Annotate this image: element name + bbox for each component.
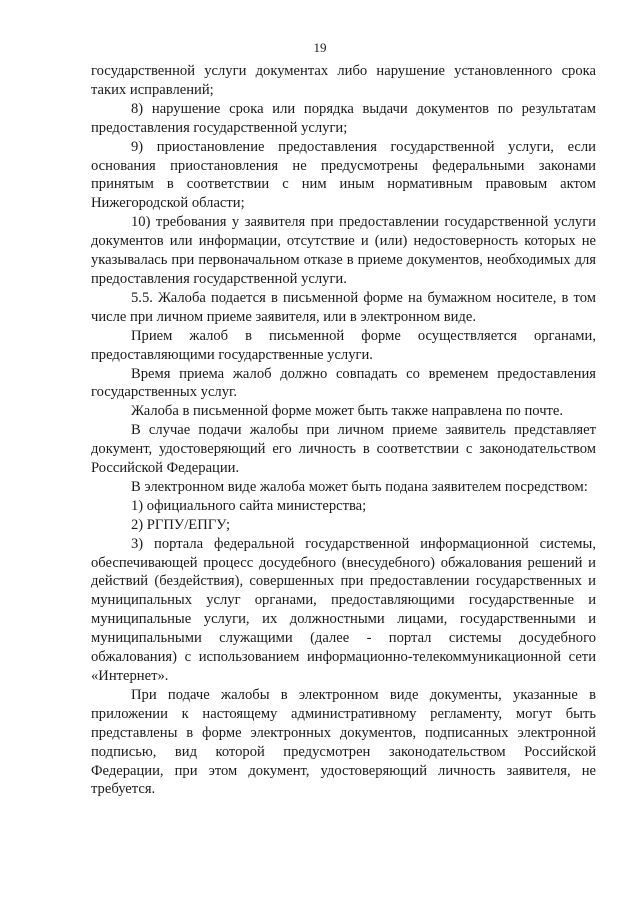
- list-item-9: 9) приостановление предоставления государственной услуги, если основания приостановления не предусмотрены федеральными законами принятым в соответствии с ним иным нормативным правовым актом Нижегородской области;: [91, 138, 596, 212]
- list-item-8: 8) нарушение срока или порядка выдачи документов по результатам предоставления государственной услуги;: [91, 100, 596, 136]
- paragraph-written-complaints: Прием жалоб в письменной форме осуществляется органами, предоставляющими государственные услуги.: [91, 327, 596, 363]
- paragraph-electronic-means: В электронном виде жалоба может быть подана заявителем посредством:: [131, 478, 588, 495]
- paragraph-reception-time: Время приема жалоб должно совпадать со временем предоставления государственных услуг.: [91, 365, 596, 401]
- paragraph-continuation: государственной услуги документах либо нарушение установленного срока таких исправлений;: [91, 63, 596, 98]
- electronic-option-1: 1) официального сайта министерства;: [131, 497, 367, 514]
- paragraph-electronic-documents: При подаче жалобы в электронном виде документы, указанные в приложении к настоящему административному регламенту, могут быть представлены в форме электронных документов, подписанных электронной подписью, вид которой предусмотрен законодательством Российской Федерации, при этом документ, удостоверяющий личность заявителя, не требуется.: [91, 686, 596, 798]
- electronic-option-2: 2) РГПУ/ЕПГУ;: [131, 516, 231, 533]
- document-body: [91, 62, 596, 799]
- list-item-10: 10) требования у заявителя при предоставлении государственной услуги документов или информации, отсутствие и (или) недостоверность которых не указывалась при первоначальном отказе в приеме документов, необходимых для предоставления государственной услуги.: [91, 214, 596, 287]
- page-number: 19: [313, 40, 327, 55]
- section-5-5: 5.5. Жалоба подается в письменной форме на бумажном носителе, в том числе при личном приеме заявителя, или в электронном виде.: [91, 289, 596, 325]
- paragraph-personal-reception: В случае подачи жалобы при личном приеме заявитель представляет документ, удостоверяющий его личность в соответствии с законодательством Российской Федерации.: [91, 422, 596, 477]
- electronic-option-3: 3) портала федеральной государственной информационной системы, обеспечивающей процесс досудебного (внесудебного) обжалования решений и действий (бездействия), совершенных при предоставлении государственных и муниципальных услуг органами, предоставляющими государственные и муниципальные услуги, их должностными лицами, государственными и муниципальными служащими (далее - портал системы досудебного обжалования) с использованием информационно-телекоммуникационной сети «Интернет».: [91, 535, 596, 684]
- paragraph-by-mail: Жалоба в письменной форме может быть также направлена по почте.: [131, 403, 564, 420]
